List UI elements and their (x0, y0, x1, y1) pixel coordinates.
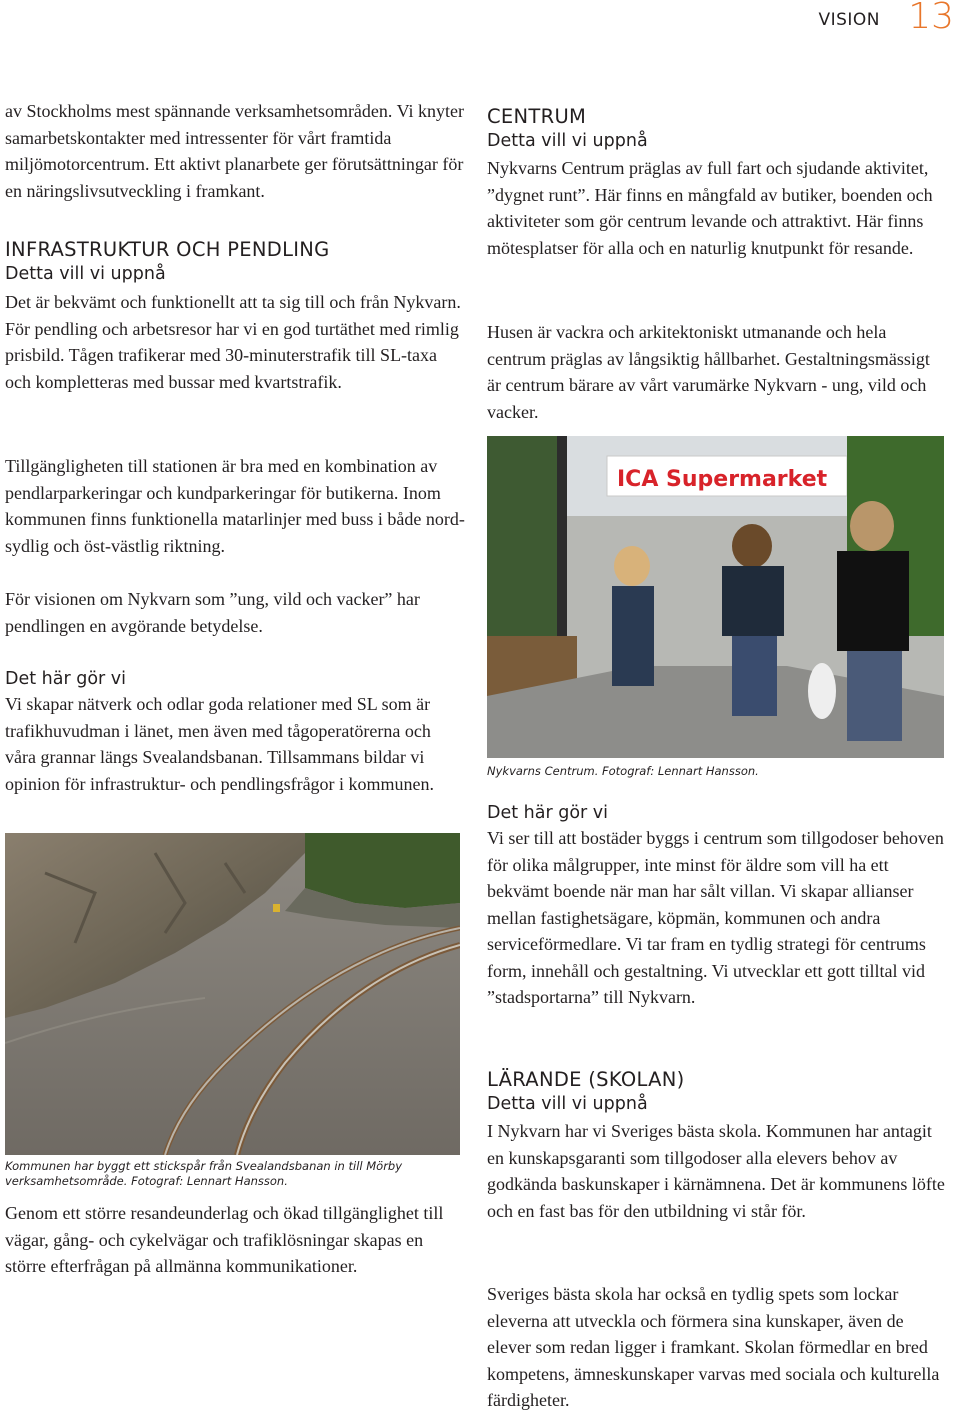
centrum-paragraph-2: Husen är vackra och arkitektoniskt utmanande och hela centrum präglas av långsiktig hållbarhet. Gestaltningsmässigt är centrum bärare av vårt varumärke Nykvarn - ung, vild och vacker. (487, 322, 930, 422)
infrastructure-section (5, 238, 465, 395)
section-label: VISION (818, 10, 880, 30)
centrum-paragraph-1: Nykvarns Centrum präglas av full fart och sjudande aktivitet, ”dygnet runt”. Här finns en mångfald av butiker, boenden och aktiviteter som gör centrum levande och attraktivt. Här finns mötesplatser för alla och en naturlig knutpunkt för resande. (487, 158, 933, 258)
centrum-subheading: Detta vill vi uppnå (487, 131, 648, 151)
railway-photo-caption: Kommunen har byggt ett stickspår från Svealandsbanan in till Mörby verksamhetsområde. Fotograf: Lennart Hansson. (5, 1159, 403, 1188)
left-action-heading: Det här gör vi (5, 669, 127, 689)
infrastructure-heading: INFRASTRUKTUR OCH PENDLING (5, 238, 330, 261)
right-action-paragraph: Vi ser till att bostäder byggs i centrum som tillgodoser behoven för olika målgrupper, inte minst för äldre som vill ha ett bekvämt boende när man har sålt villan. Vi skapar allianser mellan fastighetsägare, köpmän, kommunen och andra serviceförmedlare. Vi tar fram en tydlig strategi för centrums form, innehåll och gestaltning. Vi utvecklar ett gott tilltal vid ”stadsportarna” till Nykvarn. (487, 828, 944, 1007)
school-subheading: Detta vill vi uppnå (487, 1094, 648, 1114)
centrum-section (487, 105, 947, 261)
centrum-photo-caption: Nykvarns Centrum. Fotograf: Lennart Hansson. (487, 764, 759, 778)
infrastructure-paragraph-1: Det är bekvämt och funktionellt att ta sig till och från Nykvarn. För pendling och arbetsresor har vi en god turtäthet med rimlig prisbild. Tågen trafikerar med 30-minuterstrafik till SL-taxa och kompletteras med bussar med kvartstrafik. (5, 292, 461, 392)
centrum-photo-sign: ICA Supermarket (617, 467, 828, 492)
centrum-heading: CENTRUM (487, 105, 587, 128)
infrastructure-paragraph-3: För visionen om Nykvarn som ”ung, vild och vacker” har pendlingen en avgörande betydelse. (5, 589, 420, 636)
railway-photo (5, 833, 460, 1155)
left-final-paragraph: Genom ett större resandeunderlag och ökad tillgänglighet till vägar, gång- och cykelvägar och trafiklösningar skapas en större efterfrågan på allmänna kommunikationer. (5, 1203, 444, 1276)
railway-illustration (5, 833, 460, 1155)
page-number: 13 (908, 0, 954, 37)
right-action-section (487, 801, 947, 1011)
intro-paragraph: av Stockholms mest spännande verksamhetsområden. Vi knyter samarbetskontakter med intressenter för vårt framtida miljömotorcentrum. Ett aktivt planarbete ger förutsättningar för en näringslivsutveckling i framkant. (5, 101, 464, 201)
school-paragraph-1: I Nykvarn har vi Sveriges bästa skola. Kommunen har antagit en kunskapsgaranti som tillgodoser alla elevers behov av godkända baskunskaper i kärnämnena. Det är kommunens löfte och en fast bas för den utbildning vi står för. (487, 1121, 945, 1221)
left-action-section (5, 667, 465, 797)
school-paragraph-2: Sveriges bästa skola har också en tydlig spets som lockar eleverna att utveckla och förmera sina kunskaper, även de elever som redan ligger i framkant. Skolan förmedlar en bred kompetens, ämneskunskaper varvas med sociala och kulturella färdigheter. (487, 1284, 940, 1410)
infrastructure-paragraph-2: Tillgängligheten till stationen är bra med en kombination av pendlarparkeringar och kundparkeringar för butikerna. Inom kommunen finns funktionella matarlinjer med buss i både nord-sydlig och öst-västlig riktning. (5, 456, 465, 556)
school-heading: LÄRANDE (SKOLAN) (487, 1068, 685, 1091)
centrum-illustration (487, 436, 944, 758)
right-action-heading: Det här gör vi (487, 803, 609, 823)
left-column (5, 98, 465, 204)
infrastructure-subheading: Detta vill vi uppnå (5, 264, 166, 284)
school-section (487, 1068, 947, 1224)
centrum-photo (487, 436, 944, 758)
left-action-paragraph: Vi skapar nätverk och odlar goda relationer med SL som är trafikhuvudman i länet, men även med tågoperatörerna och våra grannar längs Svealandsbanan. Tillsammans bildar vi opinion för infrastruktur- och pendlingsfrågor i kommunen. (5, 694, 435, 794)
